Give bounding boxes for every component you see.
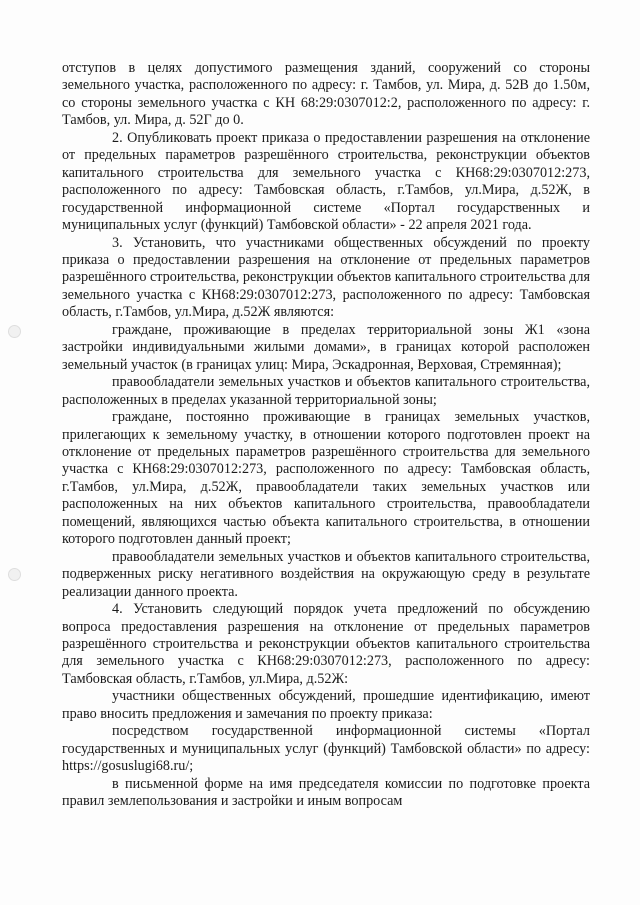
paragraph-participants-risk: правообладатели земельных участков и объектов капитального строительства, подверженных риску негативного воздействия на окружающую среду в результате реализации данного проекта. [62, 548, 590, 600]
document-body [62, 60, 590, 810]
paragraph-item-2: 2. Опубликовать проект приказа о предоставлении разрешения на отклонение от предельных параметров разрешённого строительства, реконструкции объектов капитального строительства для земельного участка с КН68:29:0307012:273, расположенного по адресу: Тамбовская область, г.Тамбов, ул.Мира, д.52Ж, в государственной информационной системе «Портал государственных и муниципальных услуг (функций) Тамбовской области» - 22 апреля 2021 года. [62, 129, 590, 234]
paragraph-participants-adjacent: граждане, постоянно проживающие в границах земельных участков, прилегающих к земельному участку, в отношении которого подготовлен проект на отклонение от предельных параметров разрешённого строительства для земельного участка с КН68:29:0307012:273, расположенного по адресу: Тамбовская область, г.Тамбов, ул.Мира, д.52Ж, правообладатели таких земельных участков или расположенных на них объектов капитального строительства, правообладатели помещений, являющихся частью объекта капитального строительства, в отношении которого подготовлен данный проект; [62, 409, 590, 548]
paragraph-participants-owners: правообладатели земельных участков и объектов капитального строительства, расположенных в пределах указанной территориальной зоны; [62, 374, 590, 408]
paragraph-participants-residents: граждане, проживающие в пределах территориальной зоны Ж1 «зона застройки индивидуальными жилыми домами», в границах которой расположен земельный участок (в границах улиц: Мира, Эскадронная, Верховая, Стремянная); [62, 321, 590, 373]
paragraph-item-3: 3. Установить, что участниками общественных обсуждений по проекту приказа о предоставлении разрешения на отклонение от предельных параметров разрешённого строительства, реконструкции объектов капитального строительства для земельного участка с КН68:29:0307012:273, расположенного по адресу: Тамбовская область, г.Тамбов, ул.Мира, д.52Ж являются: [62, 234, 590, 321]
paragraph-portal-method: посредством государственной информационной системы «Портал государственных и муниципальных услуг (функций) Тамбовской области» по адресу: https://gosuslugi68.ru/; [62, 723, 590, 775]
paragraph-proposal-rights: участники общественных обсуждений, прошедшие идентификацию, имеют право вносить предложения и замечания по проекту приказа: [62, 688, 590, 722]
paragraph-written-method: в письменной форме на имя председателя комиссии по подготовке проекта правил землепользования и застройки и иным вопросам [62, 775, 590, 810]
punch-hole [8, 568, 21, 581]
punch-hole [8, 325, 21, 338]
paragraph-continuation: отступов в целях допустимого размещения зданий, сооружений со стороны земельного участка, расположенного по адресу: г. Тамбов, ул. Мира, д. 52В до 1.50м, со стороны земельного участка с КН 68:29:0307012:2, расположенного по адресу: г. Тамбов, ул. Мира, д. 52Г до 0. [62, 60, 590, 129]
paragraph-item-4: 4. Установить следующий порядок учета предложений по обсуждению вопроса предоставления разрешения на отклонение от предельных параметров разрешённого строительства и реконструкции объектов капитального строительства для земельного участка с КН68:29:0307012:273, расположенного по адресу: Тамбовская область, г.Тамбов, ул.Мира, д.52Ж: [62, 601, 590, 687]
